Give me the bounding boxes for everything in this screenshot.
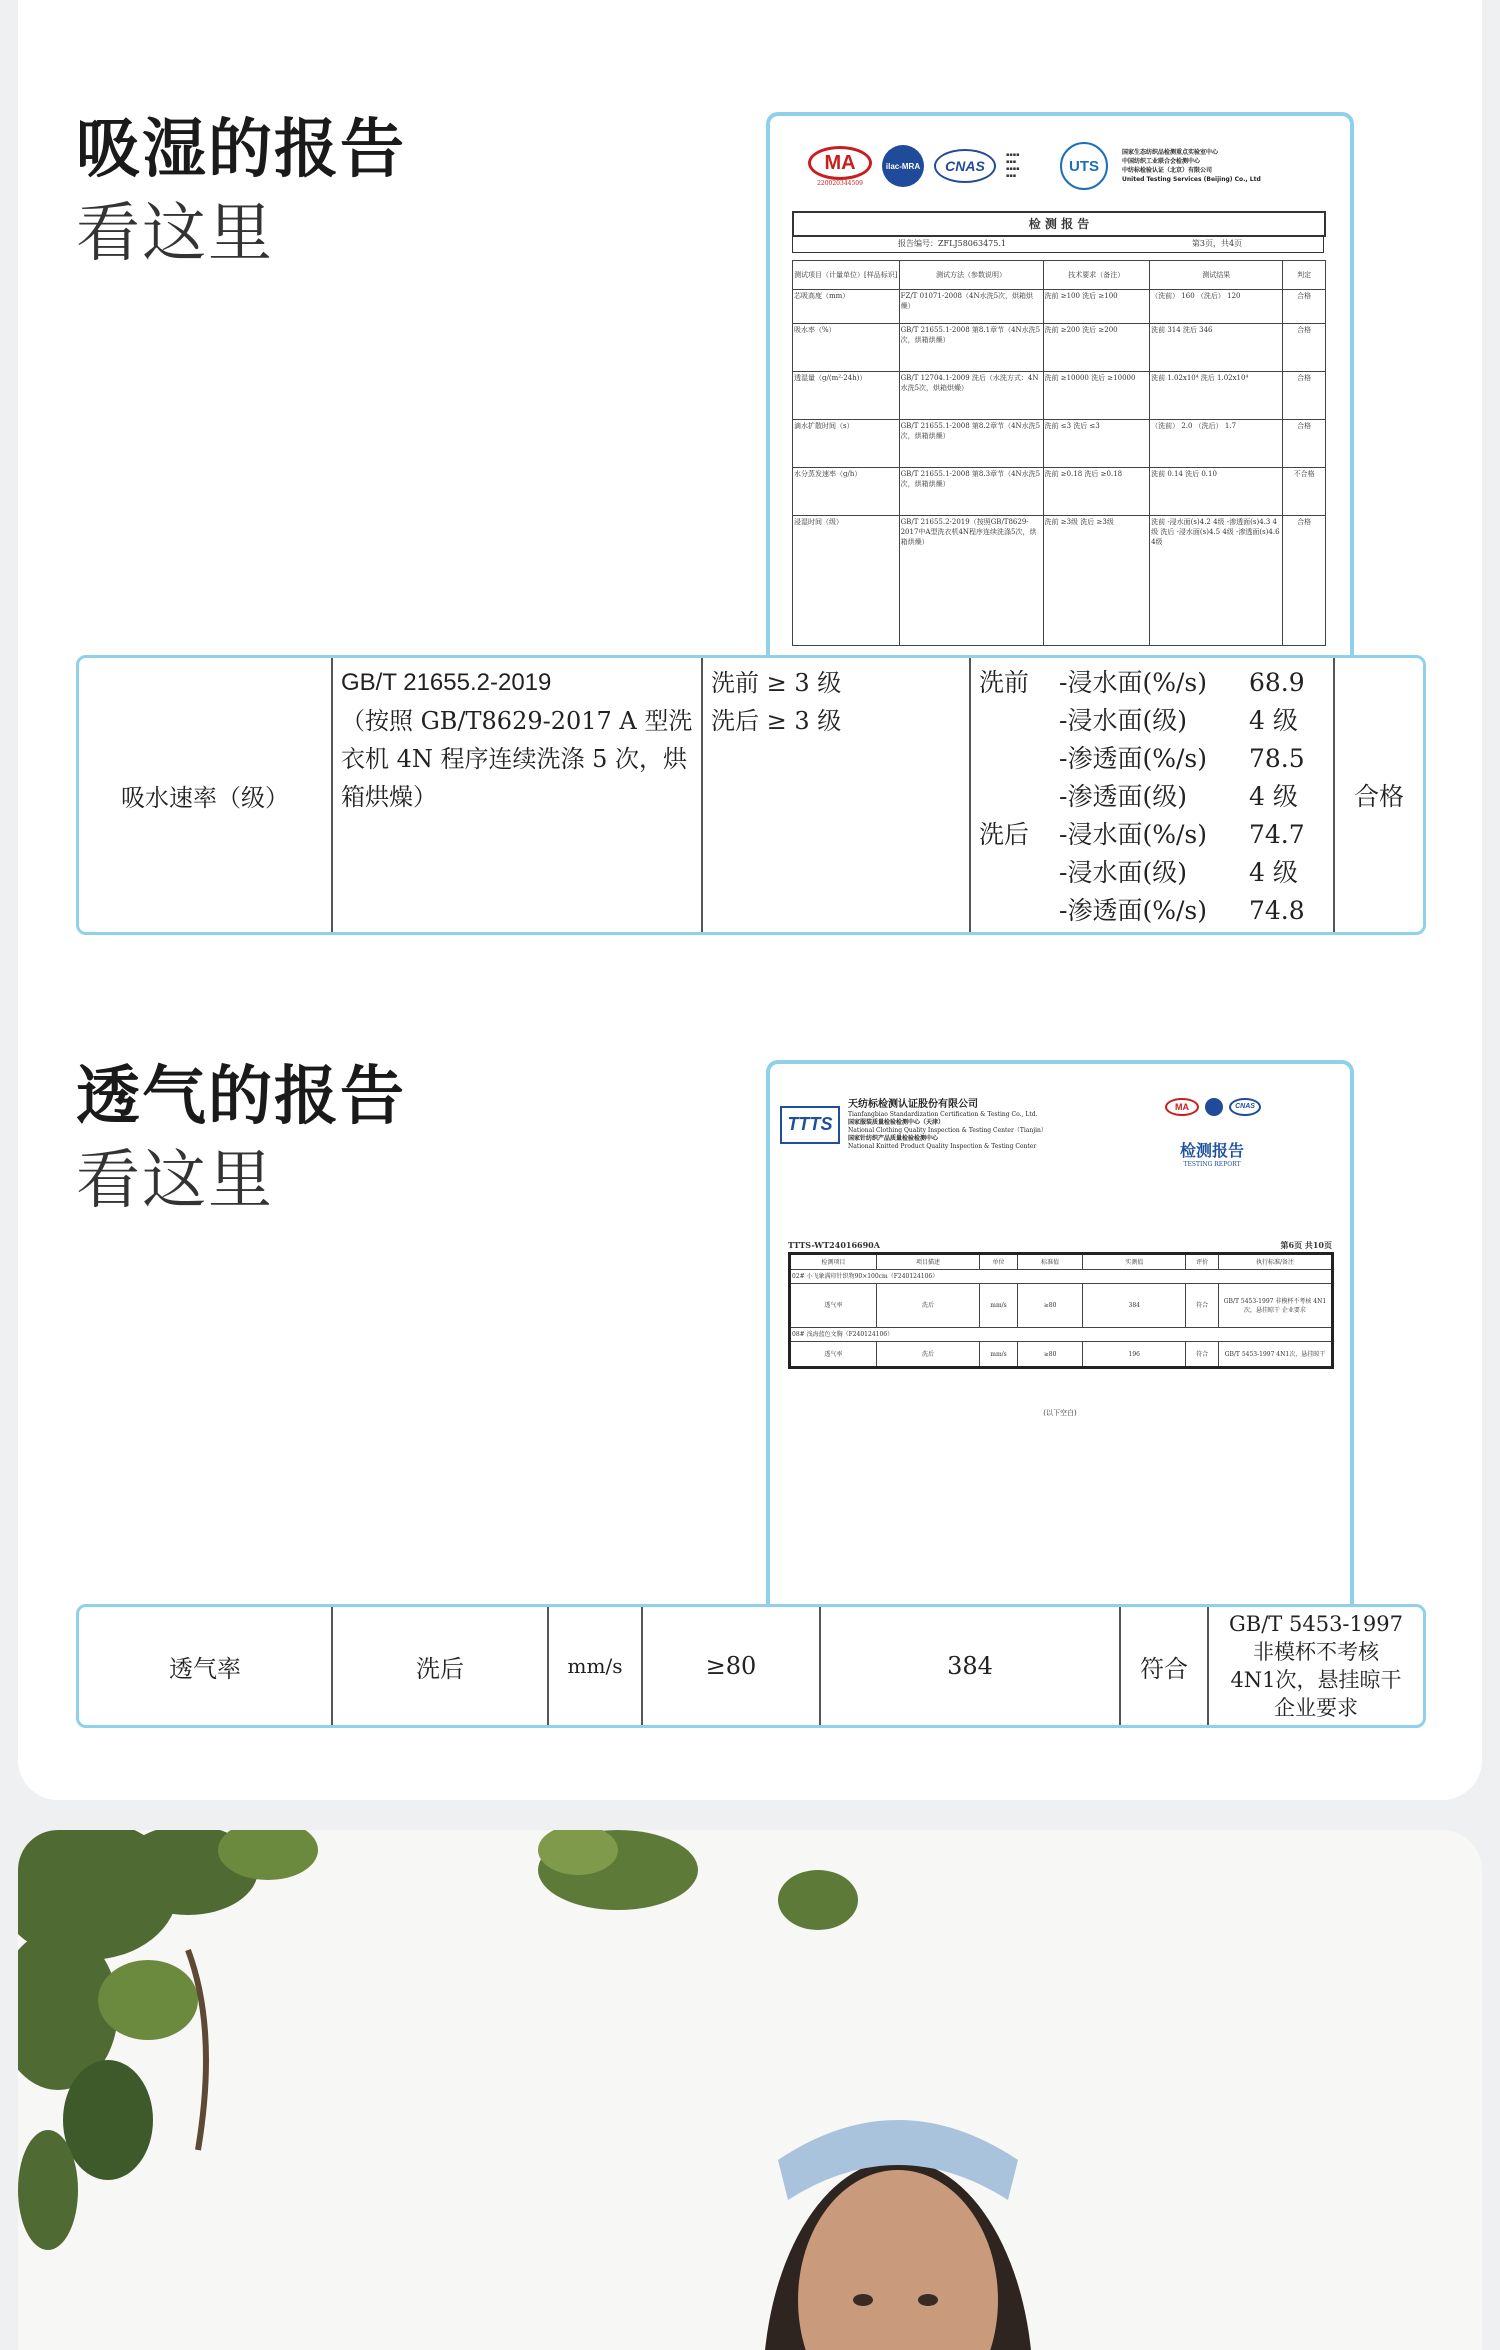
- result-label: -浸水面(%/s): [1059, 668, 1207, 697]
- report-logos: MA 220020344509 ilac-MRA CNAS ▪▪▪▪ ▪▪▪ ▪▪▪▪ ▪▪▪ UTS 国家生态纺织品检测重点实验室中心 中国纺织工业联合会检测中心 中纺标检验认证（北京）有限公司 United Testing Services (Beijing) Co., Ltd: [808, 142, 1261, 190]
- result-label: -浸水面(级): [1059, 706, 1187, 735]
- highlight-method: [332, 658, 702, 932]
- table-cell: 洗前 ≥3级 洗后 ≥3级: [1043, 516, 1150, 646]
- highlight-item: 透气率: [169, 1654, 241, 1683]
- ttts-logo: TTTS: [780, 1106, 840, 1144]
- result-label: -渗透面(%/s): [1059, 744, 1207, 773]
- table-cell: 洗前 ≤3 洗后 ≤3: [1043, 420, 1150, 468]
- table-cell: GB/T 5453-1997 4N1次，悬挂晾干: [1218, 1342, 1332, 1368]
- table-cell: 合格: [1283, 290, 1326, 324]
- section2-heading: [76, 1055, 406, 1223]
- table-cell: 芯吸高度（mm）: [793, 290, 900, 324]
- table-cell: 洗前 1.02x10⁴ 洗后 1.02x10⁴: [1150, 372, 1283, 420]
- table-cell: 合格: [1283, 324, 1326, 372]
- report-title-en: TESTING REPORT: [1183, 1161, 1241, 1168]
- note-line: 非模杯不考核: [1253, 1640, 1379, 1664]
- table-cell: FZ/T 01071-2008（4N水洗5次，烘箱烘燥）: [899, 290, 1043, 324]
- table-cell: 洗前 -浸水面(s)4.2 4级 -渗透面(s)4.3 4级 洗后 -浸水面(s)4.5 4级 -渗透面(s)4.6 4级: [1150, 516, 1283, 646]
- highlight-standard: ≥80: [642, 1607, 820, 1725]
- col-header: 标准值: [1018, 1254, 1083, 1270]
- section1-subtitle: 看这里: [76, 197, 274, 271]
- method-line: 箱烘燥）: [341, 783, 437, 811]
- table-cell: GB/T 21655.2-2019（按照GB/T8629-2017中A型洗衣机4N程序连续洗涤5次，烘箱烘燥）: [899, 516, 1043, 646]
- moisture-report-document: [766, 112, 1354, 661]
- breathability-report-document: [766, 1060, 1354, 1609]
- table-cell: （洗前） 2.0 （洗后） 1.7: [1150, 420, 1283, 468]
- report-title-box: 检 测 报 告: [792, 211, 1326, 237]
- org-line: United Testing Services (Beijing) Co., Ltd: [1122, 176, 1261, 183]
- note-line: 4N1次，悬挂晾干: [1230, 1668, 1402, 1692]
- before-label: 洗前: [979, 668, 1030, 697]
- table-cell: 合格: [1283, 420, 1326, 468]
- col-header: 检测项目: [790, 1254, 877, 1270]
- method-line: （按照 GB/T8629-2017 A 型洗: [341, 707, 693, 735]
- col-header: 技术要求（备注）: [1043, 261, 1150, 290]
- org-line: 中国纺织工业联合会检测中心: [1122, 158, 1201, 165]
- ma-code: 220020344509: [817, 179, 863, 187]
- report-footer: (以下空白): [1043, 1409, 1077, 1417]
- note-line: GB/T 5453-1997: [1229, 1612, 1403, 1636]
- center-line: National Knitted Product Quality Inspection & Testing Center: [848, 1143, 1037, 1150]
- org-line: 国家生态纺织品检测重点实验室中心: [1122, 149, 1219, 156]
- table-cell: 合格: [1283, 516, 1326, 646]
- table-cell: 透湿量（g/(m²·24h)）: [793, 372, 900, 420]
- table-cell: ≥80: [1018, 1342, 1083, 1368]
- ilac-logo: [1205, 1098, 1223, 1116]
- company-name-en: Tianfangbiao Standardization Certification & Testing Co., Ltd.: [848, 1111, 1038, 1118]
- section1-title: 吸湿的报告: [76, 113, 406, 187]
- note-line: 企业要求: [1274, 1696, 1358, 1720]
- table-cell: 384: [1083, 1284, 1186, 1328]
- col-header: 执行标准/备注: [1218, 1254, 1332, 1270]
- table-cell: 洗后: [876, 1342, 979, 1368]
- highlight-unit: mm/s: [548, 1607, 642, 1725]
- breathability-report-table: [788, 1252, 1334, 1369]
- table-cell: 合格: [1283, 372, 1326, 420]
- col-header: 测试项目（计量单位）[样品标识]: [793, 261, 900, 290]
- table-cell: 洗前 ≥100 洗后 ≥100: [1043, 290, 1150, 324]
- table-cell: 透气率: [790, 1284, 877, 1328]
- result-label: -浸水面(%/s): [1059, 820, 1207, 849]
- highlight-measured: 384: [820, 1607, 1120, 1725]
- cnas-logo: CNAS: [1229, 1098, 1261, 1116]
- center-line: 国家针纺织产品质量检验检测中心: [848, 1135, 939, 1142]
- result-value: 4 级: [1249, 706, 1298, 735]
- report-number: TTTS-WT24016690A: [788, 1240, 880, 1250]
- result-value: 78.5: [1249, 744, 1305, 773]
- sample-group: 08# 浅海蓝色文胸（F240124106）: [790, 1328, 1333, 1342]
- highlight-evaluation: 符合: [1120, 1607, 1208, 1725]
- table-cell: 洗前 ≥200 洗后 ≥200: [1043, 324, 1150, 372]
- table-cell: 符合: [1186, 1342, 1219, 1368]
- table-cell: 不合格: [1283, 468, 1326, 516]
- table-cell: 吸水率（%）: [793, 324, 900, 372]
- result-value: 74.7: [1249, 820, 1305, 849]
- table-cell: GB/T 21655.1-2008 第8.1章节（4N水洗5次，烘箱烘燥）: [899, 324, 1043, 372]
- highlight-verdict: 合格: [1334, 658, 1423, 932]
- table-cell: （洗前） 160 （洗后） 120: [1150, 290, 1283, 324]
- col-header: 测试结果: [1150, 261, 1283, 290]
- center-line: 国家服装质量检验检测中心（天津）: [848, 1119, 945, 1126]
- breathability-highlight-row: [76, 1604, 1426, 1728]
- table-cell: ≥80: [1018, 1284, 1083, 1328]
- report-title-block: [1180, 1138, 1244, 1168]
- table-cell: 洗前 ≥10000 洗后 ≥10000: [1043, 372, 1150, 420]
- report-page: 第3页，共4页: [1191, 239, 1243, 248]
- table-cell: 洗前 ≥0.18 洗后 ≥0.18: [1043, 468, 1150, 516]
- table-cell: 透气率: [790, 1342, 877, 1368]
- table-cell: 洗前 0.14 洗后 0.10: [1150, 468, 1283, 516]
- cnas-logo: CNAS: [934, 149, 996, 183]
- report-title: 检测报告: [1180, 1141, 1245, 1160]
- table-cell: 滴水扩散时间（s）: [793, 420, 900, 468]
- report-number: 报告编号：ZFLJ58063475.1: [898, 239, 1006, 248]
- result-label: -渗透面(%/s): [1059, 896, 1207, 925]
- highlight-note: [1208, 1607, 1423, 1725]
- company-name: 天纺标检测认证股份有限公司: [848, 1099, 978, 1110]
- table-cell: 洗前 314 洗后 346: [1150, 324, 1283, 372]
- table-cell: 洗后: [876, 1284, 979, 1328]
- uts-logo: UTS: [1060, 142, 1108, 190]
- result-value: 68.9: [1249, 668, 1305, 697]
- org-line: 中纺标检验认证（北京）有限公司: [1122, 167, 1213, 174]
- table-cell: 浸湿时间（级）: [793, 516, 900, 646]
- highlight-item: 吸水速率（级）: [121, 783, 289, 812]
- col-header: 判定: [1283, 261, 1326, 290]
- highlight-description: 洗后: [332, 1607, 548, 1725]
- table-cell: 水分蒸发速率（g/h）: [793, 468, 900, 516]
- highlight-results: [970, 658, 1334, 932]
- report-page: 第6页 共10页: [1280, 1240, 1332, 1250]
- requirement-line: 洗后 ≥ 3 级: [711, 707, 842, 735]
- lifestyle-photo: [18, 1830, 1482, 2350]
- sample-group: 02# 小飞象满印针织物90×100cm（F240124106）: [790, 1270, 1333, 1284]
- moisture-report-table: [792, 260, 1326, 646]
- col-header: 单位: [980, 1254, 1018, 1270]
- result-value: 74.8: [1249, 896, 1305, 925]
- moisture-highlight-row: [76, 655, 1426, 935]
- table-cell: GB/T 5453-1997 非模杯不考核 4N1次，悬挂晾干 企业要求: [1218, 1284, 1332, 1328]
- table-cell: GB/T 12704.1-2009 洗后（水洗方式：4N水洗5次，烘箱烘燥）: [899, 372, 1043, 420]
- table-cell: GB/T 21655.1-2008 第8.3章节（4N水洗5次，烘箱烘燥）: [899, 468, 1043, 516]
- table-cell: 符合: [1186, 1284, 1219, 1328]
- ma-logo: MA 220020344509: [808, 146, 872, 187]
- result-label: -浸水面(级): [1059, 858, 1187, 887]
- col-header: 评价: [1186, 1254, 1219, 1270]
- highlight-requirement: [702, 658, 970, 932]
- section1-heading: [76, 108, 406, 276]
- center-line: National Clothing Quality Inspection & Testing Center（Tianjin）: [848, 1127, 1047, 1134]
- method-line: GB/T 21655.2-2019: [341, 669, 552, 696]
- method-line: 衣机 4N 程序连续洗涤 5 次，烘: [341, 745, 688, 773]
- ilac-logo: ilac-MRA: [882, 145, 924, 187]
- table-cell: GB/T 21655.1-2008 第8.2章节（4N水洗5次，烘箱烘燥）: [899, 420, 1043, 468]
- table-cell: 196: [1083, 1342, 1186, 1368]
- result-label: -渗透面(级): [1059, 782, 1187, 811]
- col-header: 项目描述: [876, 1254, 979, 1270]
- result-value: 4 级: [1249, 782, 1298, 811]
- after-label: 洗后: [979, 820, 1030, 849]
- table-cell: mm/s: [980, 1284, 1018, 1328]
- section2-subtitle: 看这里: [76, 1144, 274, 1218]
- col-header: 测试方法（参数说明）: [899, 261, 1043, 290]
- requirement-line: 洗前 ≥ 3 级: [711, 669, 842, 697]
- photo-illustration: [18, 1830, 1482, 2350]
- result-value: 4 级: [1249, 858, 1298, 887]
- col-header: 实测值: [1083, 1254, 1186, 1270]
- ma-logo: MA: [1165, 1098, 1199, 1116]
- section2-title: 透气的报告: [76, 1060, 406, 1134]
- table-cell: mm/s: [980, 1342, 1018, 1368]
- report-logos: [1165, 1098, 1261, 1116]
